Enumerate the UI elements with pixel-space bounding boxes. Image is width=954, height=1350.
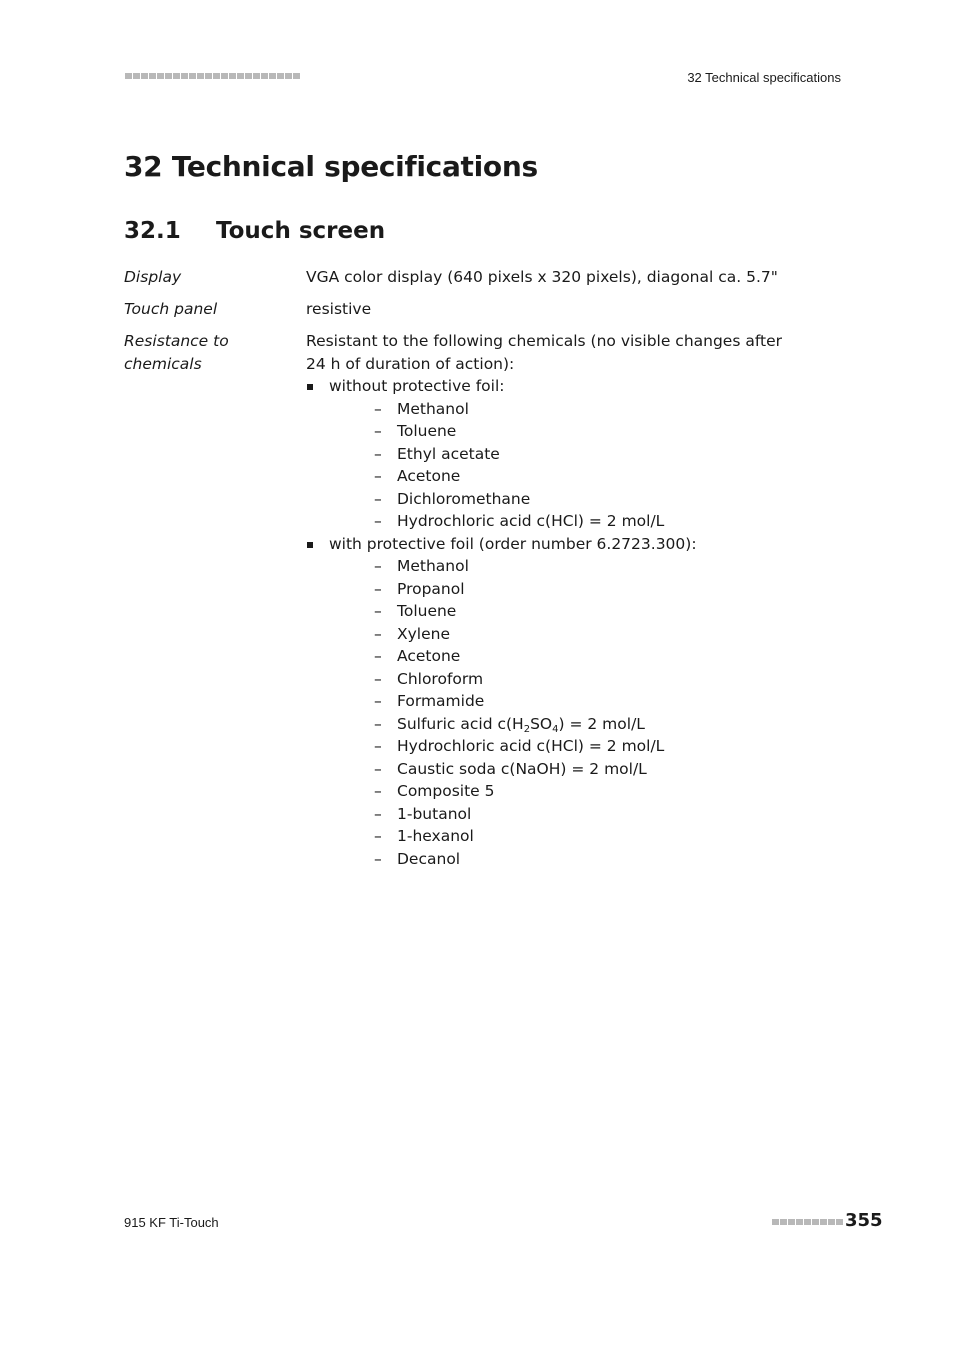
list-item: – 1-hexanol [374, 825, 806, 848]
spec-label: Display [124, 268, 182, 286]
chemical-groups [306, 375, 806, 870]
list-item: – Decanol [374, 848, 806, 871]
list-item: – Ethyl acetate [374, 443, 806, 466]
spec-label: Resistance to chemicals [124, 332, 229, 373]
list-item: – Methanol [374, 555, 806, 578]
spec-value: resistive [306, 300, 372, 318]
list-item: – Dichloromethane [374, 488, 806, 511]
spec-label: Touch panel [124, 300, 218, 318]
group-title: without protective foil: [329, 377, 505, 395]
list-item: – Acetone [374, 645, 806, 668]
group-with-foil [306, 533, 806, 871]
list-item: – Xylene [374, 623, 806, 646]
section-title: Touch screen [216, 218, 386, 244]
spec-value: VGA color display (640 pixels x 320 pixels), diagonal ca. 5.7" [306, 268, 778, 286]
group-without-foil [306, 375, 806, 533]
list-item: – Chloroform [374, 668, 806, 691]
group-title: with protective foil (order number 6.2723.300): [329, 534, 697, 553]
page-number: 355 [845, 1210, 883, 1231]
spec-value [306, 330, 806, 870]
list-item: – Toluene [374, 420, 806, 443]
list-item: – Acetone [374, 465, 806, 488]
list-item: – Toluene [374, 600, 806, 623]
section-number: 32.1 [124, 218, 181, 244]
list-item: – Formamide [374, 690, 806, 713]
resistance-intro: Resistant to the following chemicals (no visible changes after 24 h of duration of action): [306, 332, 783, 373]
chemical-list [329, 398, 806, 533]
section-heading [124, 218, 385, 244]
list-item: – Hydrochloric acid c(HCl) = 2 mol/L [374, 735, 806, 758]
list-item: – Propanol [374, 578, 806, 601]
running-header: 32 Technical specifications [687, 70, 841, 85]
list-item-sulfuric-acid: – Sulfuric acid $c(H_2SO_4) = 2$ mol/L [374, 713, 806, 736]
chapter-title: 32 Technical specifications [124, 150, 538, 183]
list-item: – Composite 5 [374, 780, 806, 803]
footer-decoration [772, 1219, 843, 1225]
footer-product: 915 KF Ti-Touch [124, 1215, 219, 1230]
list-item: – Hydrochloric acid c(HCl) = 2 mol/L [374, 510, 806, 533]
chemical-list [329, 555, 806, 870]
header-decoration [125, 73, 300, 79]
list-item: – 1-butanol [374, 803, 806, 826]
list-item: – Caustic soda c(NaOH) = 2 mol/L [374, 758, 806, 781]
list-item: – Methanol [374, 398, 806, 421]
